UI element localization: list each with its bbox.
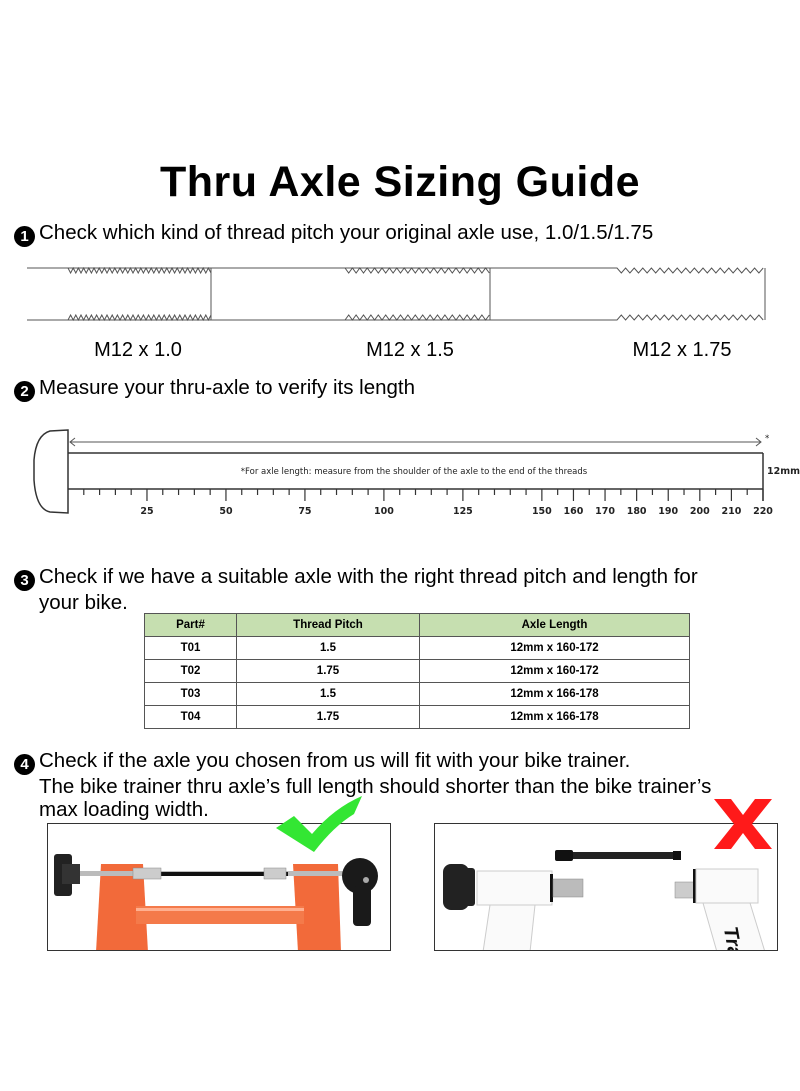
step-number-badge: 3 <box>14 570 35 591</box>
tick-label: 220 <box>753 506 773 517</box>
cell-part: T03 <box>145 683 237 706</box>
thread-label-1-75: M12 x 1.75 <box>632 339 732 361</box>
table-row <box>145 706 690 729</box>
cell-thread-pitch: 1.5 <box>237 637 420 660</box>
tick-label: 200 <box>689 506 710 517</box>
step-1-text: Check which kind of thread pitch your original axle use, 1.0/1.5/1.75 <box>39 221 654 244</box>
check-icon <box>274 796 364 854</box>
table-row <box>145 660 690 683</box>
x-icon <box>714 799 772 849</box>
table-row <box>145 637 690 660</box>
cell-part: T04 <box>145 706 237 729</box>
ruler-note: *For axle length: measure from the shoulder of the axle to the end of the threads <box>240 467 588 477</box>
tick-label: 150 <box>531 506 552 517</box>
tick-label: 75 <box>298 506 312 517</box>
step-2-text: Measure your thru-axle to verify its length <box>39 376 415 399</box>
thread-label-1-0: M12 x 1.0 <box>94 339 182 361</box>
table-row <box>145 683 690 706</box>
step-1 <box>14 221 653 247</box>
cell-axle-length: 12mm x 160-172 <box>420 637 690 660</box>
tick-label: 25 <box>140 506 154 517</box>
cell-thread-pitch: 1.5 <box>237 683 420 706</box>
step-4-text-line3: max loading width. <box>39 798 209 821</box>
step-number-badge: 1 <box>14 226 35 247</box>
asterisk: * <box>765 434 770 444</box>
cell-thread-pitch: 1.75 <box>237 660 420 683</box>
thread-label-1-5: M12 x 1.5 <box>366 339 454 361</box>
diameter-label: 12mm <box>767 466 800 477</box>
tick-label: 160 <box>563 506 584 517</box>
trainer-brand-text: Tra <box>718 924 746 960</box>
step-3-text-line2: your bike. <box>39 591 128 614</box>
step-4-text-line2: The bike trainer thru axle’s full length should shorter than the bike trainer’s <box>39 775 712 798</box>
thread-diagram-1-5 <box>62 268 490 320</box>
thread-diagram-1-75 <box>62 268 765 320</box>
axle-ruler <box>0 425 800 525</box>
length-arrow <box>70 438 761 446</box>
step-2 <box>14 376 415 402</box>
cell-axle-length: 12mm x 166-178 <box>420 706 690 729</box>
thread-diagram-1-0 <box>27 268 211 320</box>
step-3 <box>14 565 698 614</box>
step-number-badge: 2 <box>14 381 35 402</box>
tick-label: 125 <box>452 506 473 517</box>
cell-part: T01 <box>145 637 237 660</box>
tick-label: 210 <box>721 506 742 517</box>
col-header-part: Part# <box>145 614 237 637</box>
step-4-text-line1: Check if the axle you chosen from us will fit with your bike trainer. <box>39 749 631 772</box>
table-header-row <box>145 614 690 637</box>
tick-label: 190 <box>658 506 679 517</box>
tick-label: 100 <box>373 506 394 517</box>
tick-label: 180 <box>626 506 647 517</box>
tick-label: 170 <box>595 506 615 517</box>
cell-thread-pitch: 1.75 <box>237 706 420 729</box>
axle-head <box>34 430 68 513</box>
tick-label: 50 <box>219 506 233 517</box>
cell-axle-length: 12mm x 160-172 <box>420 660 690 683</box>
col-header-thread-pitch: Thread Pitch <box>237 614 420 637</box>
col-header-axle-length: Axle Length <box>420 614 690 637</box>
step-3-text-line1: Check if we have a suitable axle with the right thread pitch and length for <box>39 565 698 588</box>
cell-axle-length: 12mm x 166-178 <box>420 683 690 706</box>
thread-diagrams <box>0 260 800 330</box>
page-title: Thru Axle Sizing Guide <box>159 158 641 206</box>
step-number-badge: 4 <box>14 754 35 775</box>
cell-part: T02 <box>145 660 237 683</box>
axle-table <box>144 613 690 729</box>
